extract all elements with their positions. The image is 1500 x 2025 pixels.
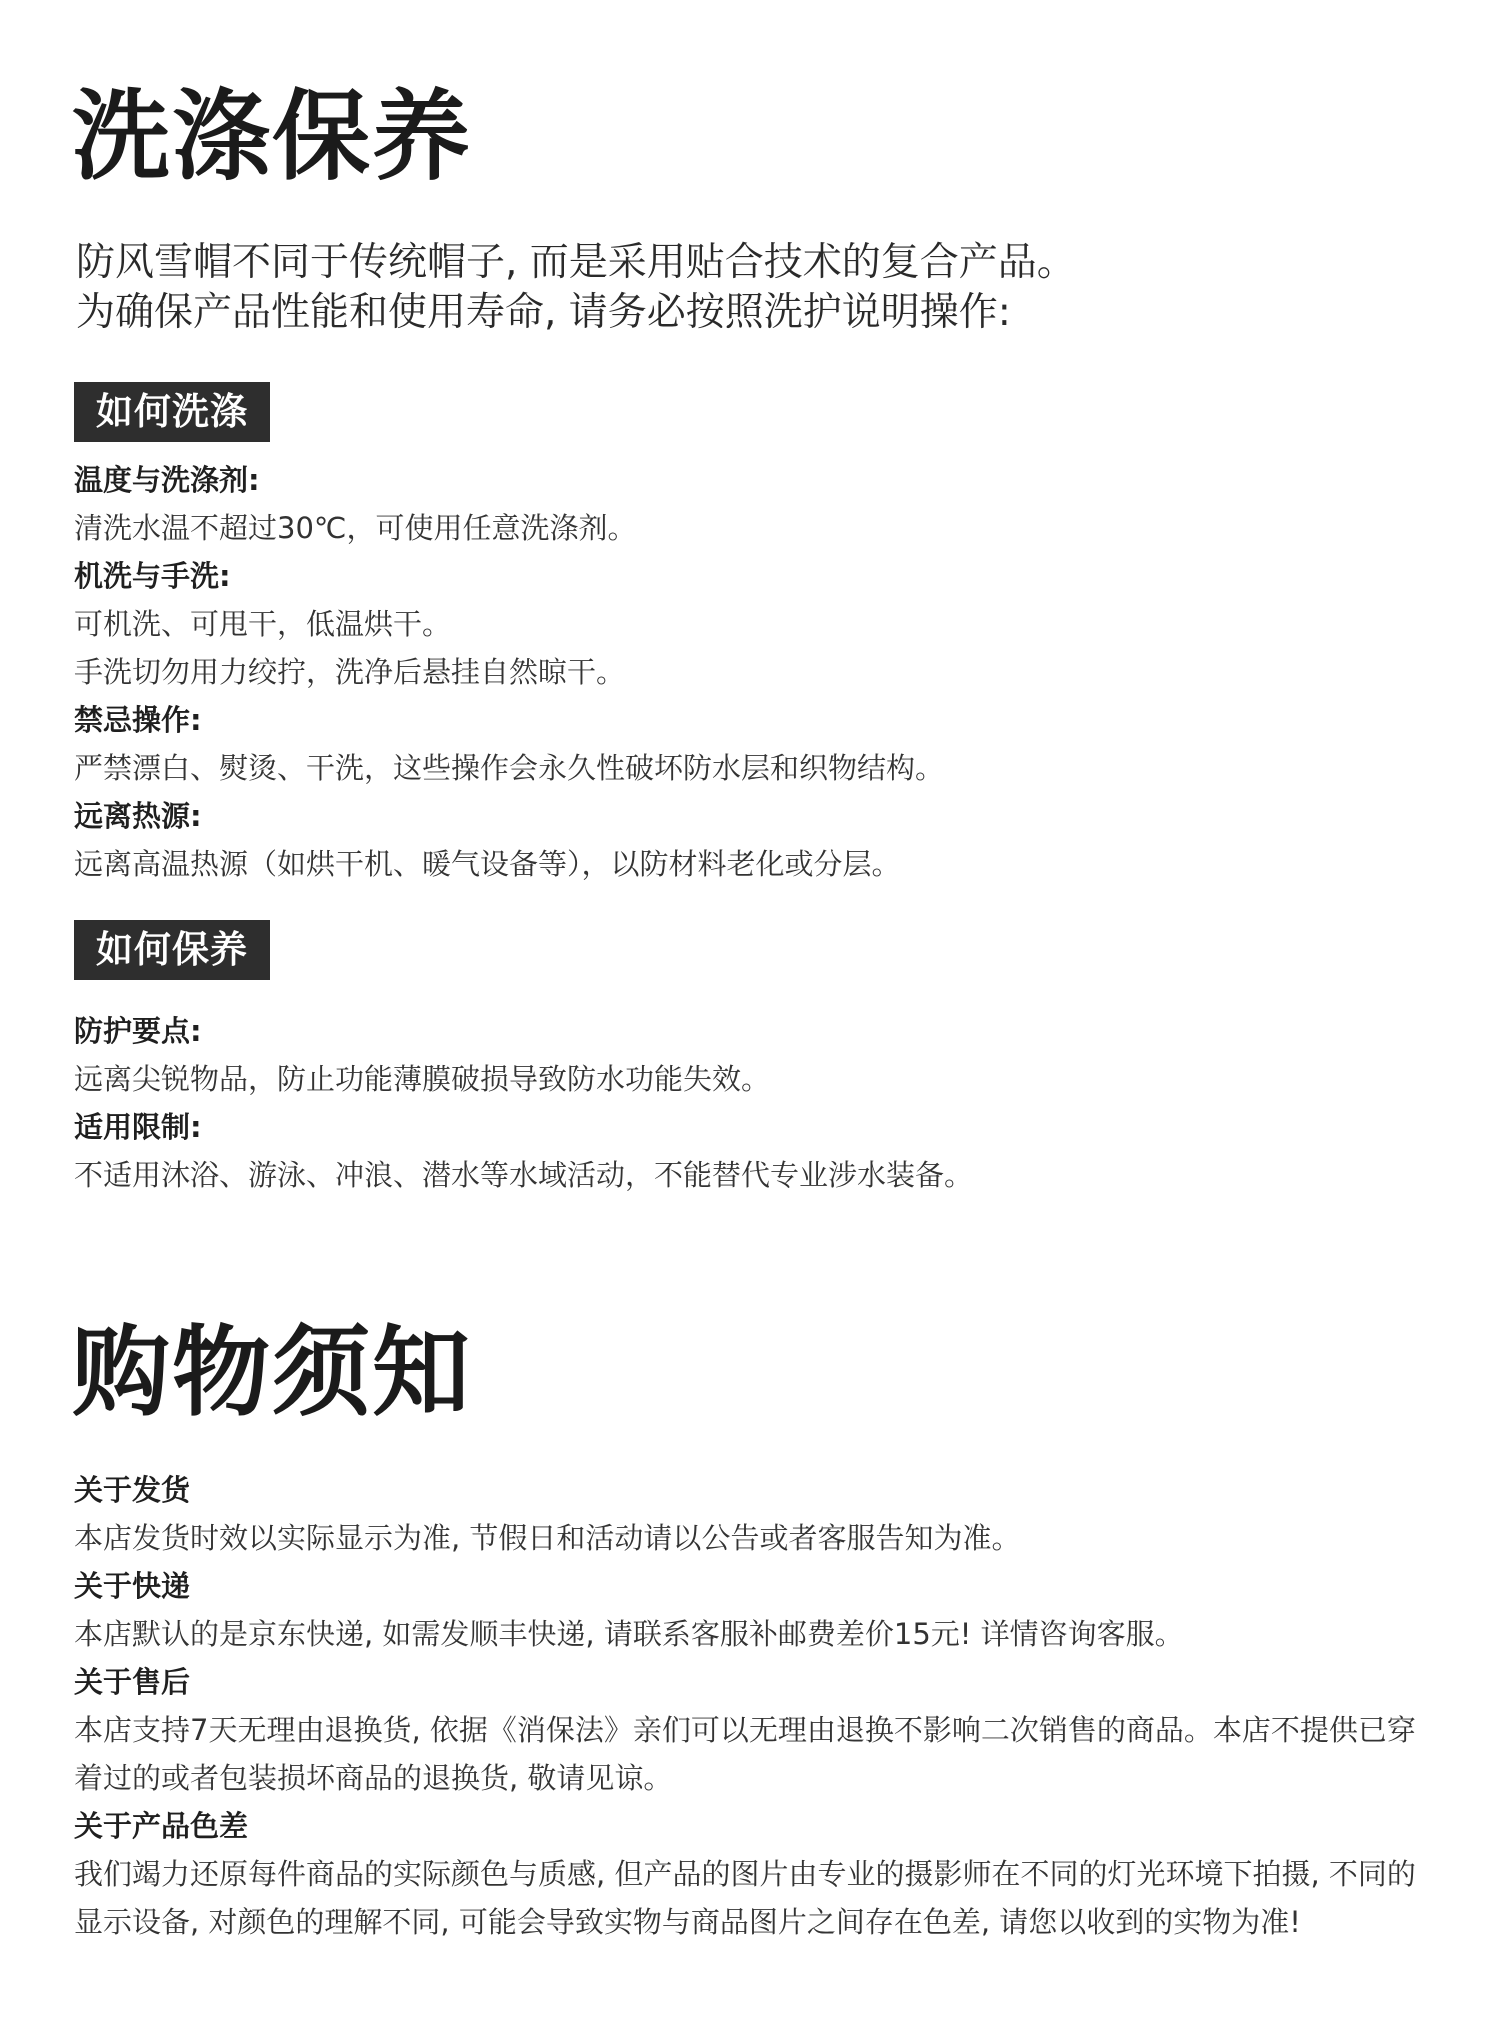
wash-item-text: 清洗水温不超过30℃，可使用任意洗涤剂。 bbox=[74, 511, 637, 545]
wash-item-label: 机洗与手洗: bbox=[74, 559, 231, 593]
wash-care-intro bbox=[76, 238, 1076, 338]
notice-item-text: 本店发货时效以实际显示为准, 节假日和活动请以公告或者客服告知为准。 bbox=[74, 1521, 1021, 1555]
intro-line: 为确保产品性能和使用寿命, 请务必按照洗护说明操作: bbox=[76, 290, 1011, 335]
wash-item-text: 可机洗、可甩干，低温烘干。 bbox=[74, 607, 452, 641]
how-to-wash-list bbox=[74, 456, 1444, 888]
notice-item-label: 关于售后 bbox=[74, 1665, 191, 1699]
wash-item-label: 温度与洗涤剂: bbox=[74, 463, 260, 497]
care-item-text: 远离尖锐物品，防止功能薄膜破损导致防水功能失效。 bbox=[74, 1062, 771, 1096]
notice-item-label: 关于快递 bbox=[74, 1569, 191, 1603]
notice-item-text: 本店默认的是京东快递, 如需发顺丰快递, 请联系客服补邮费差价15元! 详情咨询客服。 bbox=[74, 1617, 1184, 1651]
notice-item-text: 我们竭力还原每件商品的实际颜色与质感, 但产品的图片由专业的摄影师在不同的灯光环境下拍摄, 不同的显示设备, 对颜色的理解不同, 可能会导致实物与商品图片之间存在色差, 请您以收到的实物为准! bbox=[74, 1857, 1416, 1939]
wash-item-text: 严禁漂白、熨烫、干洗，这些操作会永久性破坏防水层和织物结构。 bbox=[74, 751, 945, 785]
care-item-text: 不适用沐浴、游泳、冲浪、潜水等水域活动，不能替代专业涉水装备。 bbox=[74, 1158, 974, 1192]
how-to-care-list bbox=[74, 1007, 1444, 1199]
notice-item-label: 关于发货 bbox=[74, 1473, 191, 1507]
notice-item-label: 关于产品色差 bbox=[74, 1809, 249, 1843]
notice-item-text: 本店支持7天无理由退换货, 依据《消保法》亲们可以无理由退换不影响二次销售的商品。本店不提供已穿着过的或者包装损坏商品的退换货, 敬请见谅。 bbox=[74, 1713, 1416, 1795]
wash-item-text: 远离高温热源（如烘干机、暖气设备等），以防材料老化或分层。 bbox=[74, 847, 901, 881]
care-item-label: 适用限制: bbox=[74, 1110, 202, 1144]
wash-item-label: 远离热源: bbox=[74, 799, 202, 833]
intro-line: 防风雪帽不同于传统帽子, 而是采用贴合技术的复合产品。 bbox=[76, 240, 1076, 285]
shopping-notice-list bbox=[74, 1466, 1444, 1946]
how-to-wash-tag: 如何洗涤 bbox=[74, 382, 270, 442]
care-item-label: 防护要点: bbox=[74, 1014, 202, 1048]
wash-care-title: 洗涤保养 bbox=[72, 80, 473, 194]
wash-item-label: 禁忌操作: bbox=[74, 703, 202, 737]
wash-item-text: 手洗切勿用力绞拧，洗净后悬挂自然晾干。 bbox=[74, 655, 626, 689]
how-to-care-tag: 如何保养 bbox=[74, 920, 270, 980]
shopping-notice-title: 购物须知 bbox=[72, 1316, 473, 1430]
